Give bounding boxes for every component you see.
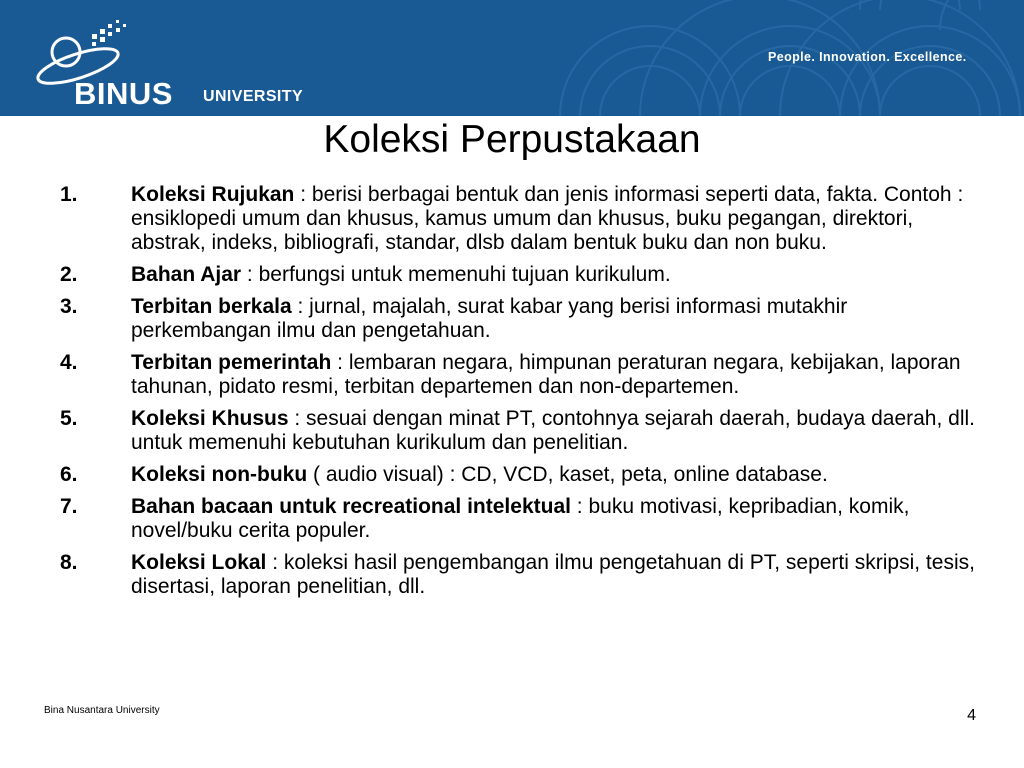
item-term: Bahan Ajar bbox=[131, 263, 242, 286]
list-item bbox=[56, 407, 976, 455]
list-item bbox=[56, 495, 976, 543]
item-description: : berisi berbagai bentuk dan jenis informasi seperti data, fakta. Contoh : ensiklopedi umum dan khusus, kamus umum dan khusus, buku pegangan, direktori, abstrak, indeks, bibliografi, standar, dlsb dalam bentuk buku dan non buku. bbox=[131, 183, 964, 254]
footer-organization: Bina Nusantara University bbox=[44, 705, 160, 716]
item-number: 2. bbox=[60, 263, 78, 286]
page-number: 4 bbox=[967, 707, 976, 724]
item-description: : sesuai dengan minat PT, contohnya sejarah daerah, budaya daerah, dll. untuk memenuhi kebutuhan kurikulum dan penelitian. bbox=[131, 407, 976, 454]
list-item bbox=[56, 463, 976, 487]
list-item bbox=[56, 551, 976, 599]
item-description: : berfungsi untuk memenuhi tujuan kurikulum. bbox=[241, 263, 671, 286]
list-item bbox=[56, 351, 976, 399]
tagline: People. Innovation. Excellence. bbox=[768, 50, 967, 64]
item-number: 4. bbox=[60, 351, 78, 374]
item-description: : buku motivasi, kepribadian, komik, novel/buku cerita populer. bbox=[131, 495, 910, 542]
item-number: 6. bbox=[60, 463, 78, 486]
list-item bbox=[56, 183, 976, 255]
list-item bbox=[56, 295, 976, 343]
list-item bbox=[56, 263, 976, 287]
item-term: Koleksi Rujukan bbox=[131, 183, 295, 206]
binus-logo bbox=[30, 14, 304, 111]
item-number: 5. bbox=[60, 407, 78, 430]
logo-binus-text: BINUS bbox=[74, 76, 173, 111]
item-term: Koleksi Lokal bbox=[131, 551, 267, 574]
item-description: ( audio visual) : CD, VCD, kaset, peta, online database. bbox=[307, 463, 828, 486]
item-description: : jurnal, majalah, surat kabar yang berisi informasi mutakhir perkembangan ilmu dan pengetahuan. bbox=[131, 295, 848, 342]
item-term: Koleksi non-buku bbox=[131, 463, 308, 486]
item-number: 3. bbox=[60, 295, 78, 318]
item-term: Bahan bacaan untuk recreational intelektual bbox=[131, 495, 571, 518]
item-description: : koleksi hasil pengembangan ilmu pengetahuan di PT, seperti skripsi, tesis, disertasi, laporan penelitian, dll. bbox=[131, 551, 975, 598]
item-term: Terbitan pemerintah bbox=[131, 351, 332, 374]
item-term: Terbitan berkala bbox=[131, 295, 292, 318]
item-number: 1. bbox=[60, 183, 78, 206]
item-description: : lembaran negara, himpunan peraturan negara, kebijakan, laporan tahunan, pidato resmi, terbitan departemen dan non-departemen. bbox=[131, 351, 961, 398]
slide-title: Koleksi Perpustakaan bbox=[323, 118, 701, 161]
header-banner bbox=[0, 0, 1024, 116]
item-number: 8. bbox=[60, 551, 78, 574]
item-term: Koleksi Khusus bbox=[131, 407, 289, 430]
item-number: 7. bbox=[60, 495, 78, 518]
logo-university-text: UNIVERSITY bbox=[203, 88, 304, 105]
collection-list bbox=[56, 183, 976, 607]
